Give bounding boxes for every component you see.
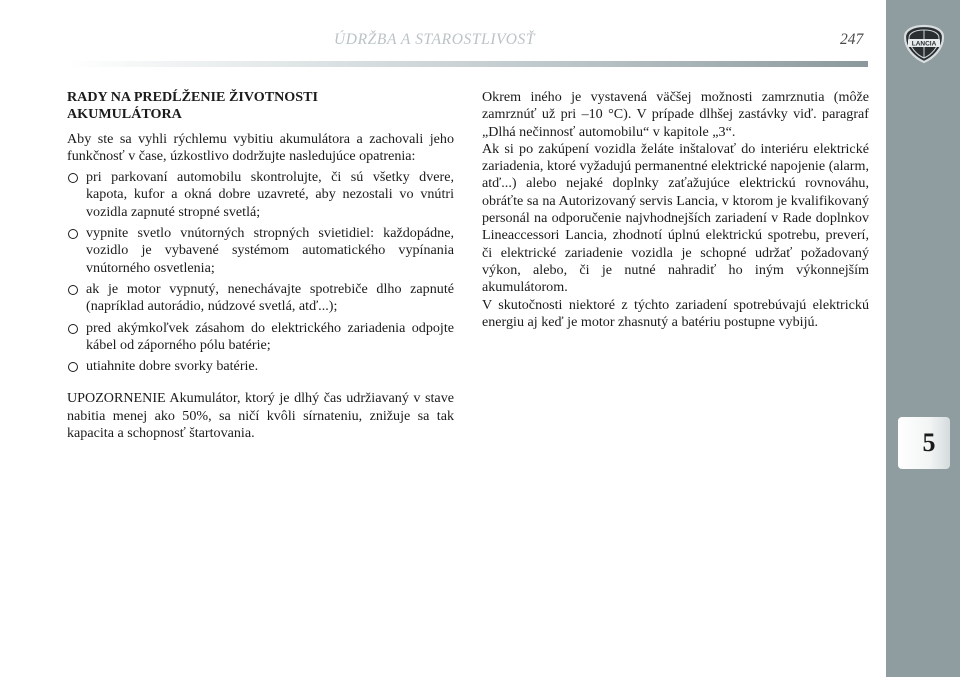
header-title: ÚDRŽBA A STAROSTLIVOSŤ [334,31,536,48]
lancia-shield-icon [902,24,946,64]
bullet-circle-icon [68,324,78,334]
list-item-text: vypnite svetlo vnútorných stropných svietidiel: každopádne, vozidlo je vybavené systémom automatického vypínania vnútorného osvetlenia; [86,225,454,276]
list-item-text: pri parkovaní automobilu skontrolujte, či sú všetky dvere, kapota, kufor a okná dobre uzavreté, aby nezostali vo vnútri vozidla zapnuté stropné svetlá; [86,169,454,220]
lancia-logo [902,24,946,64]
list-item [67,281,454,316]
list-item [67,358,454,375]
list-item [67,169,454,221]
warning-paragraph: UPOZORNENIE Akumulátor, ktorý je dlhý čas udržiavaný v stave nabitia menej ako 50%, sa ničí kvôli sírnateniu, znižuje sa tak kapacita a schopnosť štartovania. [67,390,454,442]
heading-line: AKUMULÁTORA [67,106,182,123]
chapter-number: 5 [922,428,936,457]
bullet-list [67,169,454,375]
chapter-sidebar [886,0,960,677]
list-item [67,225,454,277]
bullet-circle-icon [68,229,78,239]
list-item-text: utiahnite dobre svorky batérie. [86,358,259,375]
chapter-tab [898,417,950,469]
body-paragraph: V skutočnosti niektoré z týchto zariadení spotrebúvajú elektrickú energiu aj keď je motor zhasnutý a batériu postupne vybijú. [482,296,869,330]
right-column [482,89,869,331]
header-divider [66,61,868,67]
bullet-circle-icon [68,362,78,372]
list-item-text: pred akýmkoľvek zásahom do elektrického zariadenia odpojte kábel od záporného pólu batérie; [86,319,454,353]
list-item [67,320,454,355]
section-heading [67,89,454,124]
page-number: 247 [840,31,864,48]
heading-line: RADY NA PREDĹŽENIE ŽIVOTNOSTI [67,89,318,105]
logo-text: LANCIA [911,40,937,48]
bullet-circle-icon [68,173,78,183]
bullet-circle-icon [68,285,78,295]
body-paragraph: Ak si po zakúpení vozidla želáte inštalovať do interiéru elektrické zariadenia, ktoré vyžadujú permanentné elektrické napojenie (alarm, atď...) alebo nejaké doplnky zaťažujúce elektrickú rovnováhu, obráťte sa na Autorizovaný servis Lancia, v ktorom je kvalifikovaný personál na odporučenie najvhodnejších zariadení v Rade doplnkov Lineaccessori Lancia, zhodnotí úplnú elektrickú spotrebu, preverí, či elektrické zariadenie vozidla je schopné udržať požadovaný výkon, alebo, či je nutné nahradiť ho iným výkonnejším akumulátorom. [482,140,869,296]
list-item-text: ak je motor vypnutý, nenechávajte spotrebiče dlho zapnuté (napríklad autorádio, núdzové svetlá, atď...); [86,280,454,315]
left-column [67,89,454,442]
intro-paragraph: Aby ste sa vyhli rýchlemu vybitiu akumulátora a zachovali jeho funkčnosť v čase, úzkostlivo dodržujte nasledujúce opatrenia: [67,130,454,164]
body-paragraph: Okrem iného je vystavená väčšej možnosti zamrznutia (môže zamrznúť už pri –10 °C). V prípade dlhšej zastávky viď. paragraf „Dlhá nečinnosť automobilu“ v kapitole „3“. [482,89,869,140]
